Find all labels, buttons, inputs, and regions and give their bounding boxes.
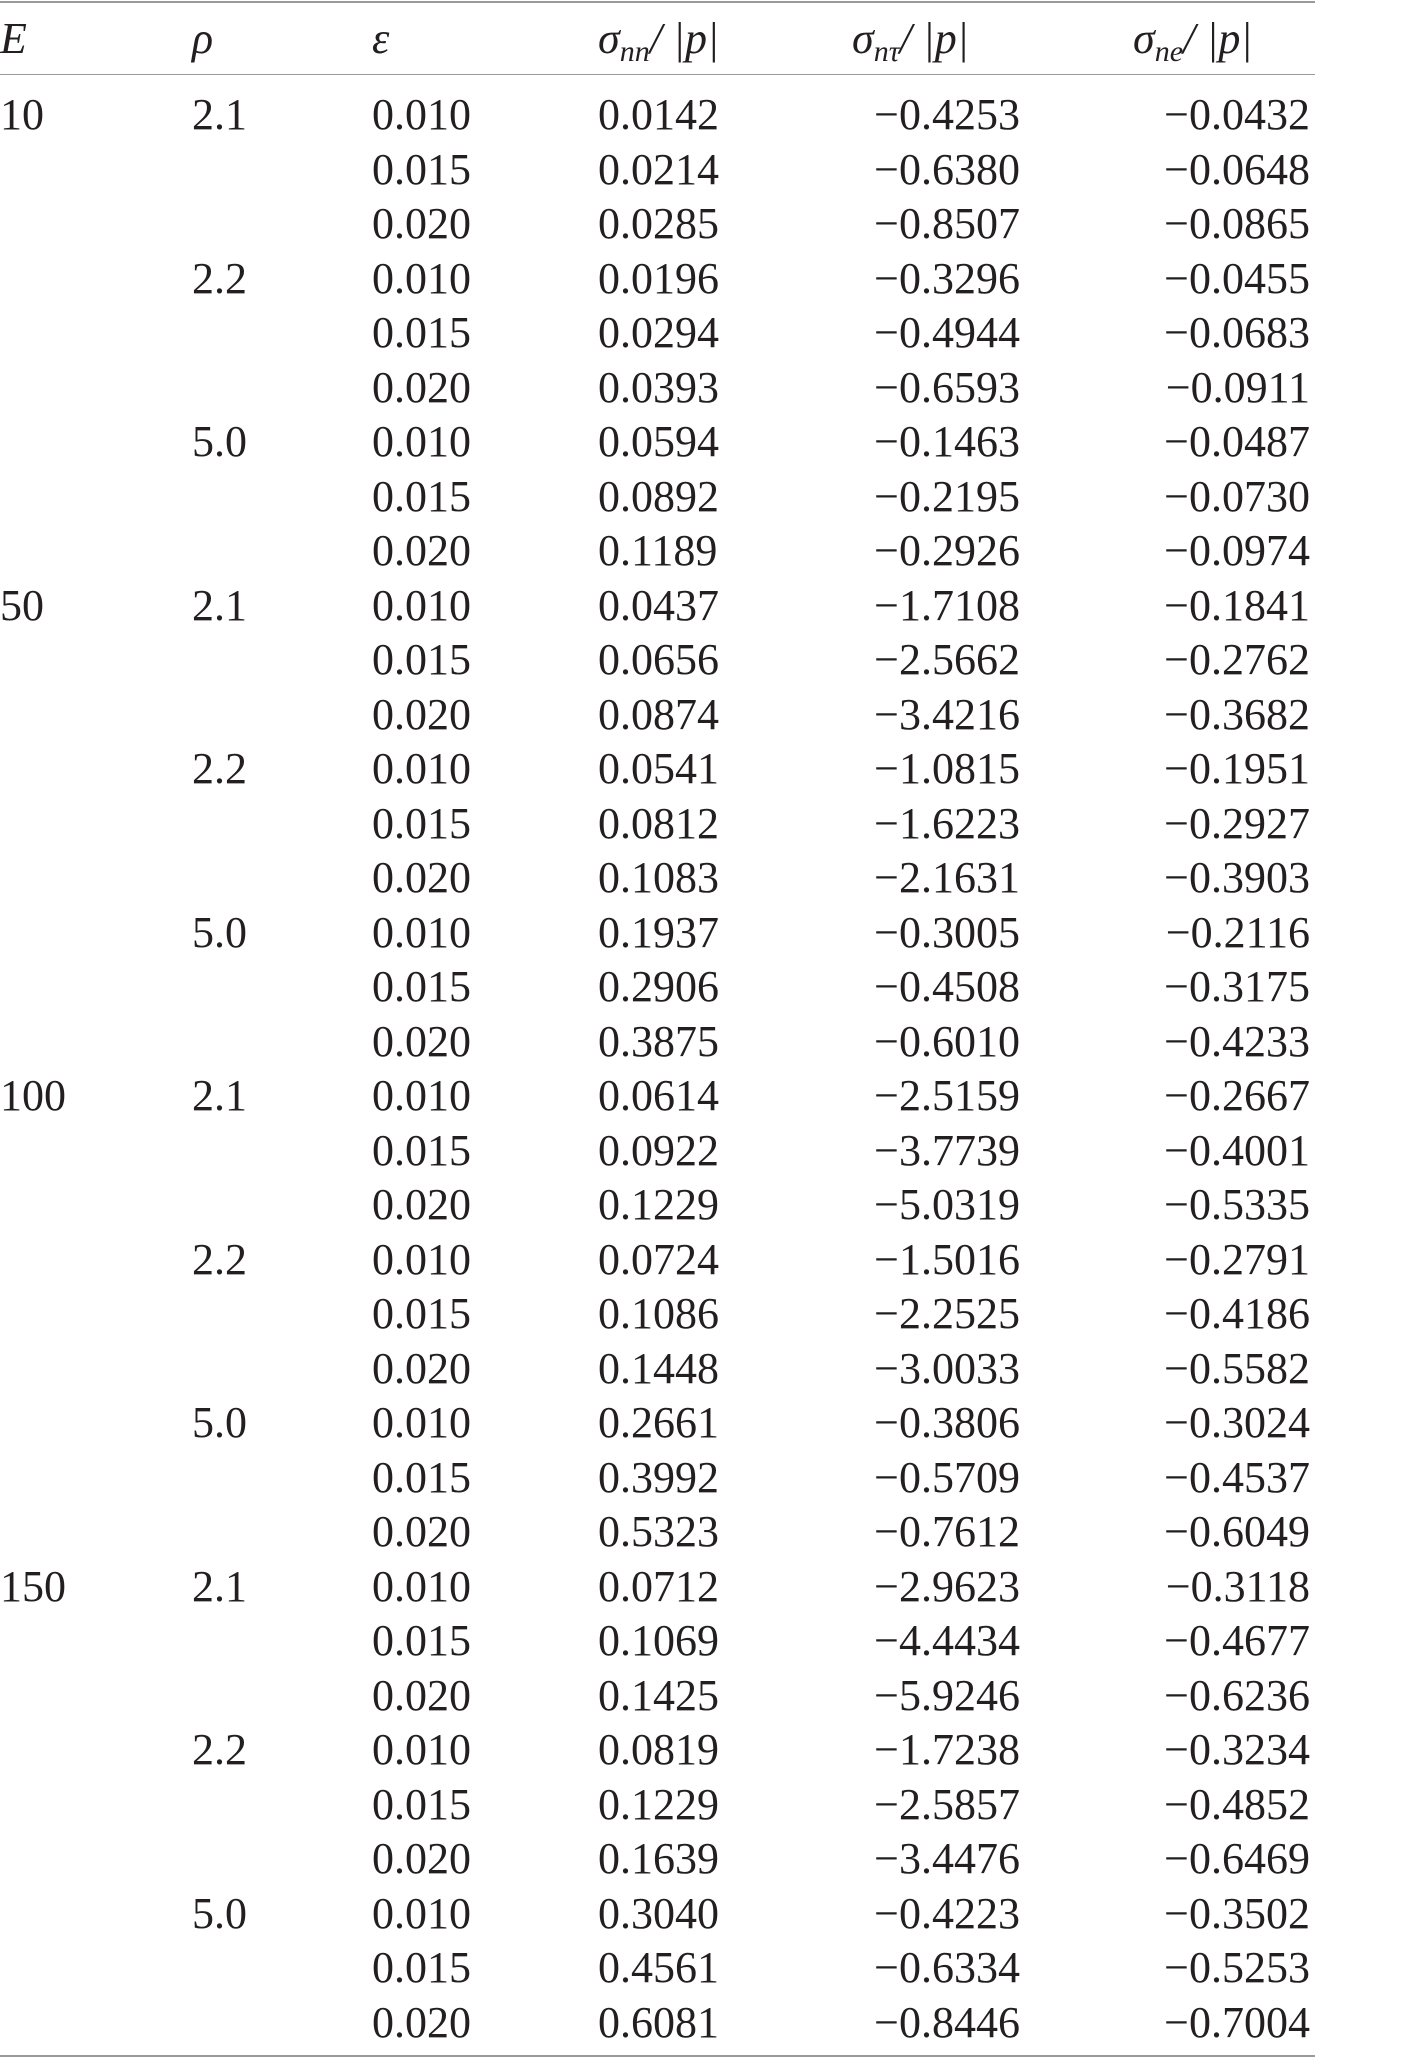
- cell-rho: 5.0: [192, 1888, 247, 1938]
- cell-sigma-nn: 0.6081: [598, 1997, 719, 2047]
- cell-e: 50: [0, 580, 44, 630]
- cell-epsilon: 0.010: [372, 1888, 471, 1938]
- table-top-rule: [0, 1, 1315, 3]
- cell-epsilon: 0.020: [372, 1834, 471, 1883]
- cell-sigma-ntau: −1.6223: [874, 798, 1020, 848]
- cell-sigma-ne: −0.4537: [1164, 1452, 1310, 1502]
- cell-sigma-ntau: −2.1631: [874, 853, 1020, 902]
- cell-epsilon: 0.015: [372, 1779, 471, 1829]
- cell-sigma-ne: −0.2762: [1164, 635, 1310, 684]
- cell-epsilon: 0.015: [372, 1289, 471, 1338]
- cell-epsilon: 0.010: [372, 907, 471, 957]
- cell-sigma-ne: −0.1841: [1164, 580, 1310, 630]
- cell-sigma-ne: −0.4852: [1164, 1779, 1310, 1829]
- cell-e: 10: [0, 90, 44, 139]
- cell-sigma-ntau: −5.0319: [874, 1180, 1020, 1229]
- cell-epsilon: 0.020: [372, 526, 471, 575]
- cell-epsilon: 0.020: [372, 853, 471, 902]
- cell-rho: 2.2: [192, 1234, 247, 1284]
- cell-rho: 5.0: [192, 907, 247, 957]
- cell-epsilon: 0.010: [372, 417, 471, 466]
- cell-epsilon: 0.015: [372, 1125, 471, 1175]
- cell-sigma-ne: −0.2667: [1164, 1071, 1310, 1120]
- cell-rho: 2.1: [192, 1071, 247, 1120]
- cell-sigma-nn: 0.1448: [598, 1343, 719, 1393]
- cell-sigma-ne: −0.0865: [1164, 199, 1310, 248]
- cell-sigma-nn: 0.1189: [598, 526, 718, 575]
- cell-sigma-ne: −0.3502: [1164, 1888, 1310, 1938]
- cell-epsilon: 0.020: [372, 1343, 471, 1393]
- cell-sigma-ne: −0.0432: [1164, 90, 1310, 139]
- cell-sigma-nn: 0.0594: [598, 417, 719, 466]
- cell-rho: 2.2: [192, 1725, 247, 1774]
- cell-sigma-nn: 0.3875: [598, 1016, 719, 1066]
- cell-epsilon: 0.020: [372, 1997, 471, 2047]
- cell-sigma-ne: −0.0487: [1164, 417, 1310, 466]
- cell-sigma-ntau: −0.3296: [874, 253, 1020, 303]
- cell-epsilon: 0.010: [372, 90, 471, 139]
- cell-sigma-ntau: −0.5709: [874, 1452, 1020, 1502]
- cell-sigma-ne: −0.3682: [1164, 689, 1310, 739]
- cell-rho: 5.0: [192, 1398, 247, 1447]
- cell-epsilon: 0.020: [372, 199, 471, 248]
- cell-sigma-nn: 0.1425: [598, 1670, 719, 1720]
- cell-sigma-ntau: −0.8507: [874, 199, 1020, 248]
- cell-sigma-ne: −0.4677: [1164, 1616, 1310, 1665]
- cell-sigma-ne: −0.5582: [1164, 1343, 1310, 1393]
- cell-sigma-nn: 0.0214: [598, 144, 719, 194]
- cell-sigma-nn: 0.0812: [598, 798, 719, 848]
- cell-sigma-ntau: −2.5857: [874, 1779, 1020, 1829]
- cell-sigma-ne: −0.0648: [1164, 144, 1310, 194]
- cell-sigma-ntau: −2.9623: [874, 1561, 1020, 1611]
- cell-epsilon: 0.010: [372, 253, 471, 303]
- cell-sigma-ne: −0.5253: [1164, 1943, 1310, 1992]
- cell-sigma-ne: −0.1951: [1164, 744, 1310, 793]
- cell-sigma-nn: 0.0285: [598, 199, 719, 248]
- cell-sigma-ne: −0.6469: [1164, 1834, 1310, 1883]
- cell-sigma-ne: −0.3118: [1165, 1561, 1310, 1611]
- cell-sigma-ntau: −0.4253: [874, 90, 1020, 139]
- cell-sigma-ne: −0.2116: [1165, 907, 1310, 957]
- cell-sigma-ne: −0.0683: [1164, 308, 1310, 357]
- cell-sigma-ntau: −0.2195: [874, 471, 1020, 521]
- cell-sigma-ne: −0.6049: [1164, 1507, 1310, 1556]
- cell-sigma-ne: −0.2791: [1164, 1234, 1310, 1284]
- cell-sigma-ntau: −0.1463: [874, 417, 1020, 466]
- cell-sigma-ntau: −1.5016: [874, 1234, 1020, 1284]
- cell-sigma-ntau: −0.4223: [874, 1888, 1020, 1938]
- cell-epsilon: 0.015: [372, 1943, 471, 1992]
- cell-sigma-nn: 0.3040: [598, 1888, 719, 1938]
- cell-epsilon: 0.010: [372, 1398, 471, 1447]
- cell-sigma-ne: −0.3903: [1164, 853, 1310, 902]
- cell-sigma-ntau: −0.3005: [874, 907, 1020, 957]
- cell-sigma-ntau: −3.4216: [874, 689, 1020, 739]
- cell-sigma-nn: 0.5323: [598, 1507, 719, 1556]
- cell-epsilon: 0.020: [372, 1016, 471, 1066]
- header-sigma-nn: $\sigma_{nn}/$ |p|: [598, 14, 720, 68]
- cell-sigma-ne: −0.7004: [1164, 1997, 1310, 2047]
- cell-epsilon: 0.020: [372, 1180, 471, 1229]
- cell-epsilon: 0.020: [372, 689, 471, 739]
- cell-sigma-nn: 0.1086: [598, 1289, 719, 1338]
- cell-epsilon: 0.020: [372, 1670, 471, 1720]
- cell-sigma-ne: −0.3024: [1164, 1398, 1310, 1447]
- cell-sigma-nn: 0.1639: [598, 1834, 719, 1883]
- cell-epsilon: 0.010: [372, 1071, 471, 1120]
- cell-epsilon: 0.010: [372, 580, 471, 630]
- cell-sigma-nn: 0.2661: [598, 1398, 719, 1447]
- cell-sigma-nn: 0.0724: [598, 1234, 719, 1284]
- header-e: E: [0, 14, 27, 63]
- cell-sigma-ntau: −1.7108: [874, 580, 1020, 630]
- cell-sigma-nn: 0.0614: [598, 1071, 719, 1120]
- header-sigma-ne: $\sigma_{ne}/$ |p|: [1133, 14, 1253, 68]
- cell-sigma-nn: 0.1229: [598, 1180, 719, 1229]
- cell-sigma-ne: −0.3175: [1164, 962, 1310, 1011]
- cell-sigma-nn: 0.0142: [598, 90, 719, 139]
- cell-sigma-nn: 0.0437: [598, 580, 719, 630]
- cell-sigma-nn: 0.1083: [598, 853, 719, 902]
- header-sigma-ntau: $\sigma_{n\tau}/$ |p|: [852, 14, 969, 68]
- cell-sigma-nn: 0.1937: [598, 907, 719, 957]
- cell-sigma-ntau: −4.4434: [874, 1616, 1020, 1665]
- cell-rho: 2.2: [192, 253, 247, 303]
- cell-epsilon: 0.015: [372, 1616, 471, 1665]
- cell-sigma-ntau: −0.6380: [874, 144, 1020, 194]
- cell-epsilon: 0.015: [372, 144, 471, 194]
- cell-sigma-ntau: −2.5159: [874, 1071, 1020, 1120]
- cell-sigma-ne: −0.4233: [1164, 1016, 1310, 1066]
- cell-sigma-ntau: −0.4944: [874, 308, 1020, 357]
- cell-epsilon: 0.010: [372, 1561, 471, 1611]
- cell-rho: 2.1: [192, 90, 247, 139]
- cell-sigma-ne: −0.0730: [1164, 471, 1310, 521]
- cell-sigma-ne: −0.0974: [1164, 526, 1310, 575]
- header-rule: [0, 74, 1315, 75]
- cell-sigma-nn: 0.0656: [598, 635, 719, 684]
- cell-sigma-nn: 0.0712: [598, 1561, 719, 1611]
- cell-epsilon: 0.015: [372, 962, 471, 1011]
- cell-sigma-nn: 0.0922: [598, 1125, 719, 1175]
- cell-sigma-ne: −0.0455: [1164, 253, 1310, 303]
- cell-epsilon: 0.010: [372, 1234, 471, 1284]
- cell-sigma-nn: 0.0541: [598, 744, 719, 793]
- cell-sigma-ntau: −3.7739: [874, 1125, 1020, 1175]
- cell-epsilon: 0.010: [372, 1725, 471, 1774]
- cell-rho: 2.2: [192, 744, 247, 793]
- cell-epsilon: 0.015: [372, 471, 471, 521]
- cell-sigma-ne: −0.2927: [1164, 798, 1310, 848]
- cell-sigma-ne: −0.3234: [1164, 1725, 1310, 1774]
- cell-epsilon: 0.020: [372, 362, 471, 412]
- header-rho: ρ: [192, 14, 214, 63]
- cell-sigma-ntau: −0.8446: [874, 1997, 1020, 2047]
- cell-sigma-nn: 0.0892: [598, 471, 719, 521]
- cell-sigma-ntau: −1.0815: [874, 744, 1020, 793]
- cell-sigma-nn: 0.1229: [598, 1779, 719, 1829]
- cell-rho: 2.1: [192, 1561, 247, 1611]
- header-epsilon: ε: [372, 14, 390, 63]
- cell-epsilon: 0.015: [372, 635, 471, 684]
- cell-sigma-ntau: −5.9246: [874, 1670, 1020, 1720]
- cell-sigma-ntau: −3.0033: [874, 1343, 1020, 1393]
- cell-sigma-nn: 0.2906: [598, 962, 719, 1011]
- cell-sigma-nn: 0.0294: [598, 308, 719, 357]
- cell-epsilon: 0.015: [372, 798, 471, 848]
- cell-sigma-ntau: −0.4508: [874, 962, 1020, 1011]
- cell-sigma-nn: 0.0819: [598, 1725, 719, 1774]
- cell-epsilon: 0.010: [372, 744, 471, 793]
- cell-e: 150: [0, 1561, 66, 1611]
- cell-sigma-nn: 0.0196: [598, 253, 719, 303]
- cell-sigma-ntau: −2.2525: [874, 1289, 1020, 1338]
- cell-sigma-ne: −0.6236: [1164, 1670, 1310, 1720]
- cell-sigma-nn: 0.1069: [598, 1616, 719, 1665]
- cell-sigma-ntau: −0.6010: [874, 1016, 1020, 1066]
- cell-epsilon: 0.015: [372, 308, 471, 357]
- cell-sigma-ntau: −0.2926: [874, 526, 1020, 575]
- cell-sigma-ne: −0.5335: [1164, 1180, 1310, 1229]
- cell-sigma-ntau: −0.3806: [874, 1398, 1020, 1447]
- cell-sigma-ntau: −3.4476: [874, 1834, 1020, 1883]
- cell-sigma-ne: −0.0911: [1165, 362, 1310, 412]
- cell-sigma-ntau: −2.5662: [874, 635, 1020, 684]
- cell-sigma-ntau: −0.7612: [874, 1507, 1020, 1556]
- cell-sigma-ne: −0.4186: [1164, 1289, 1310, 1338]
- cell-sigma-nn: 0.3992: [598, 1452, 719, 1502]
- table-bottom-rule: [0, 2055, 1315, 2057]
- cell-sigma-nn: 0.4561: [598, 1943, 719, 1992]
- cell-e: 100: [0, 1071, 66, 1120]
- cell-sigma-ntau: −1.7238: [874, 1725, 1020, 1774]
- cell-sigma-ntau: −0.6334: [874, 1943, 1020, 1992]
- cell-rho: 2.1: [192, 580, 247, 630]
- cell-rho: 5.0: [192, 417, 247, 466]
- cell-epsilon: 0.020: [372, 1507, 471, 1556]
- cell-sigma-ne: −0.4001: [1164, 1125, 1310, 1175]
- cell-sigma-ntau: −0.6593: [874, 362, 1020, 412]
- cell-sigma-nn: 0.0393: [598, 362, 719, 412]
- cell-sigma-nn: 0.0874: [598, 689, 719, 739]
- cell-epsilon: 0.015: [372, 1452, 471, 1502]
